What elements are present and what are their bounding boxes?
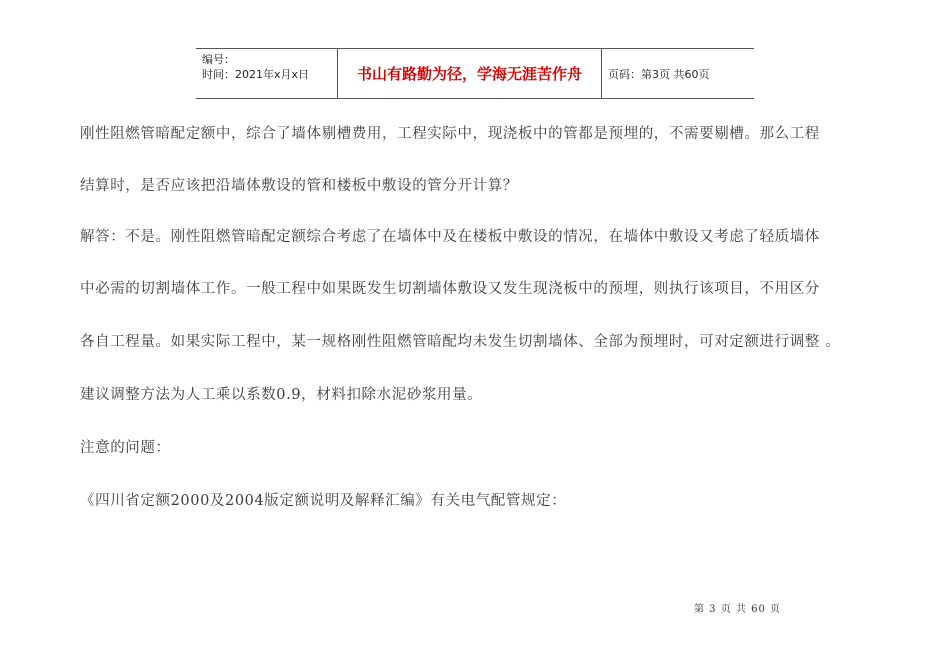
header-number-label: 编号： [202,53,235,66]
body-line-6: 建议调整方法为人工乘以系数0.9，材料扣除水泥砂浆用量。 [80,387,483,403]
body-line-4: 中必需的切割墙体工作。一般工程中如果既发生切割墙体敷设又发生现浇板中的预埋，则执行该项目，不用区分 [80,281,820,297]
header-time-label: 时间：2021年x月x日 [202,68,310,81]
header-page-code: 页码：第3页 共60页 [608,67,710,81]
body-line-1: 刚性阻燃管暗配定额中，综合了墙体剔槽费用，工程实际中，现浇板中的管都是预埋的，不需要剔槽。那么工程 [80,126,820,142]
body-line-3: 解答：不是。刚性阻燃管暗配定额综合考虑了在墙体中及在楼板中敷设的情况，在墙体中敷设又考虑了轻质墙体 [80,229,820,245]
page-footer: 第 3 页 共 60 页 [694,604,781,615]
header-motto: 书山有路勤为径，学海无涯苦作舟 [338,49,602,98]
header-meta [196,49,338,98]
body-line-8: 《四川省定额2000及2004版定额说明及解释汇编》有关电气配管规定： [80,493,567,509]
body-line-7: 注意的问题： [80,440,171,456]
body-line-5: 各自工程量。如果实际工程中，某一规格刚性阻燃管暗配均未发生切割墙体、全部为预埋时，可对定额进行调整 。 [80,334,841,350]
body-line-2: 结算时，是否应该把沿墙体敷设的管和楼板中敷设的管分开计算？ [80,178,518,194]
page-header [196,48,754,99]
